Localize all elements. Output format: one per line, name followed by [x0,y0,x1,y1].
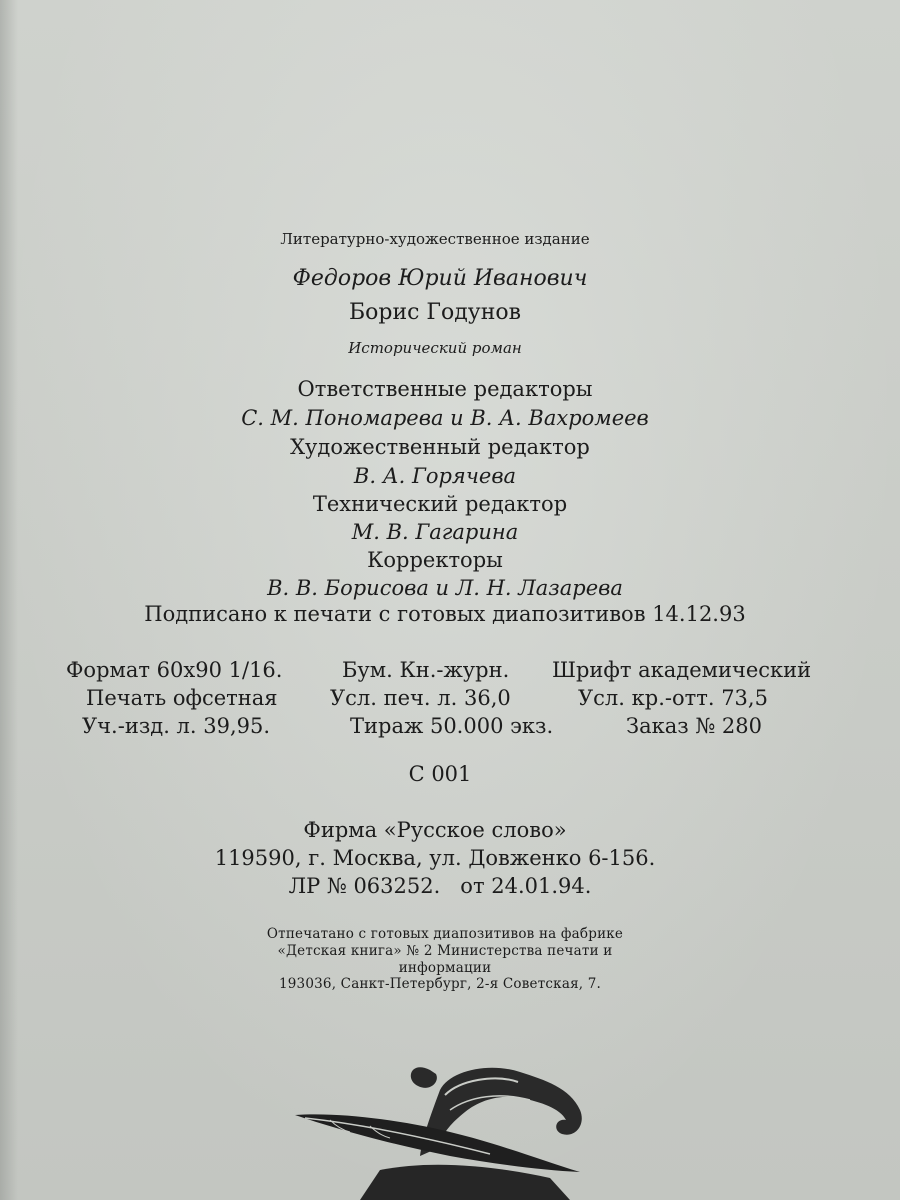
publisher-license: ЛР № 063252. от 24.01.94. [288,874,592,898]
art-editor-label: Художественный редактор [290,435,590,459]
publisher-name: Фирма «Русское слово» [303,818,567,842]
book-title: Борис Годунов [348,300,522,325]
responsible-editors: С. М. Пономарева и В. А. Вахромеев [241,406,649,430]
proofreaders: В. В. Борисова и Л. Н. Лазарева [267,576,623,600]
scroll-and-quill-icon [290,1060,630,1200]
author-name: Федоров Юрий Иванович [292,266,588,291]
book-genre: Исторический роман [348,339,522,357]
art-editor: В. А. Горячева [353,464,517,488]
spec-font: Шрифт академический [552,658,812,682]
spec-circulation: Тираж 50.000 экз. [350,714,554,738]
spec-format: Формат 60х90 1/16. [66,658,283,682]
printer-address: 193036, Санкт-Петербург, 2-я Советская, 7. [278,976,602,992]
spec-print-sheets: Усл. печ. л. 36,0 [330,686,511,710]
catalog-code: С 001 [408,762,472,786]
specs-row [0,658,900,688]
proofreaders-label: Корректоры [367,548,503,572]
specs-row [0,714,900,744]
printer-line: информации [398,960,492,976]
spec-print-type: Печать офсетная [86,686,278,710]
signed-to-print: Подписано к печати с готовых диапозитивов 14.12.93 [144,602,746,626]
responsible-editors-label: Ответственные редакторы [297,377,593,401]
tech-editor-label: Технический редактор [312,492,568,516]
publisher-address: 119590, г. Москва, ул. Довженко 6-156. [214,846,656,870]
spec-publishing-sheets: Уч.-изд. л. 39,95. [82,714,271,738]
page-edge-shadow [0,0,18,1200]
printer-line: Отпечатано с готовых диапозитивов на фабрике [266,926,624,942]
edition-type: Литературно-художественное издание [280,230,590,248]
spec-color-prints: Усл. кр.-отт. 73,5 [578,686,768,710]
printer-line: «Детская книга» № 2 Министерства печати и [277,943,613,959]
specs-row [0,686,900,716]
spec-order-number: Заказ № 280 [626,714,763,738]
spec-paper: Бум. Кн.-журн. [342,658,510,682]
tech-editor: М. В. Гагарина [351,520,519,544]
